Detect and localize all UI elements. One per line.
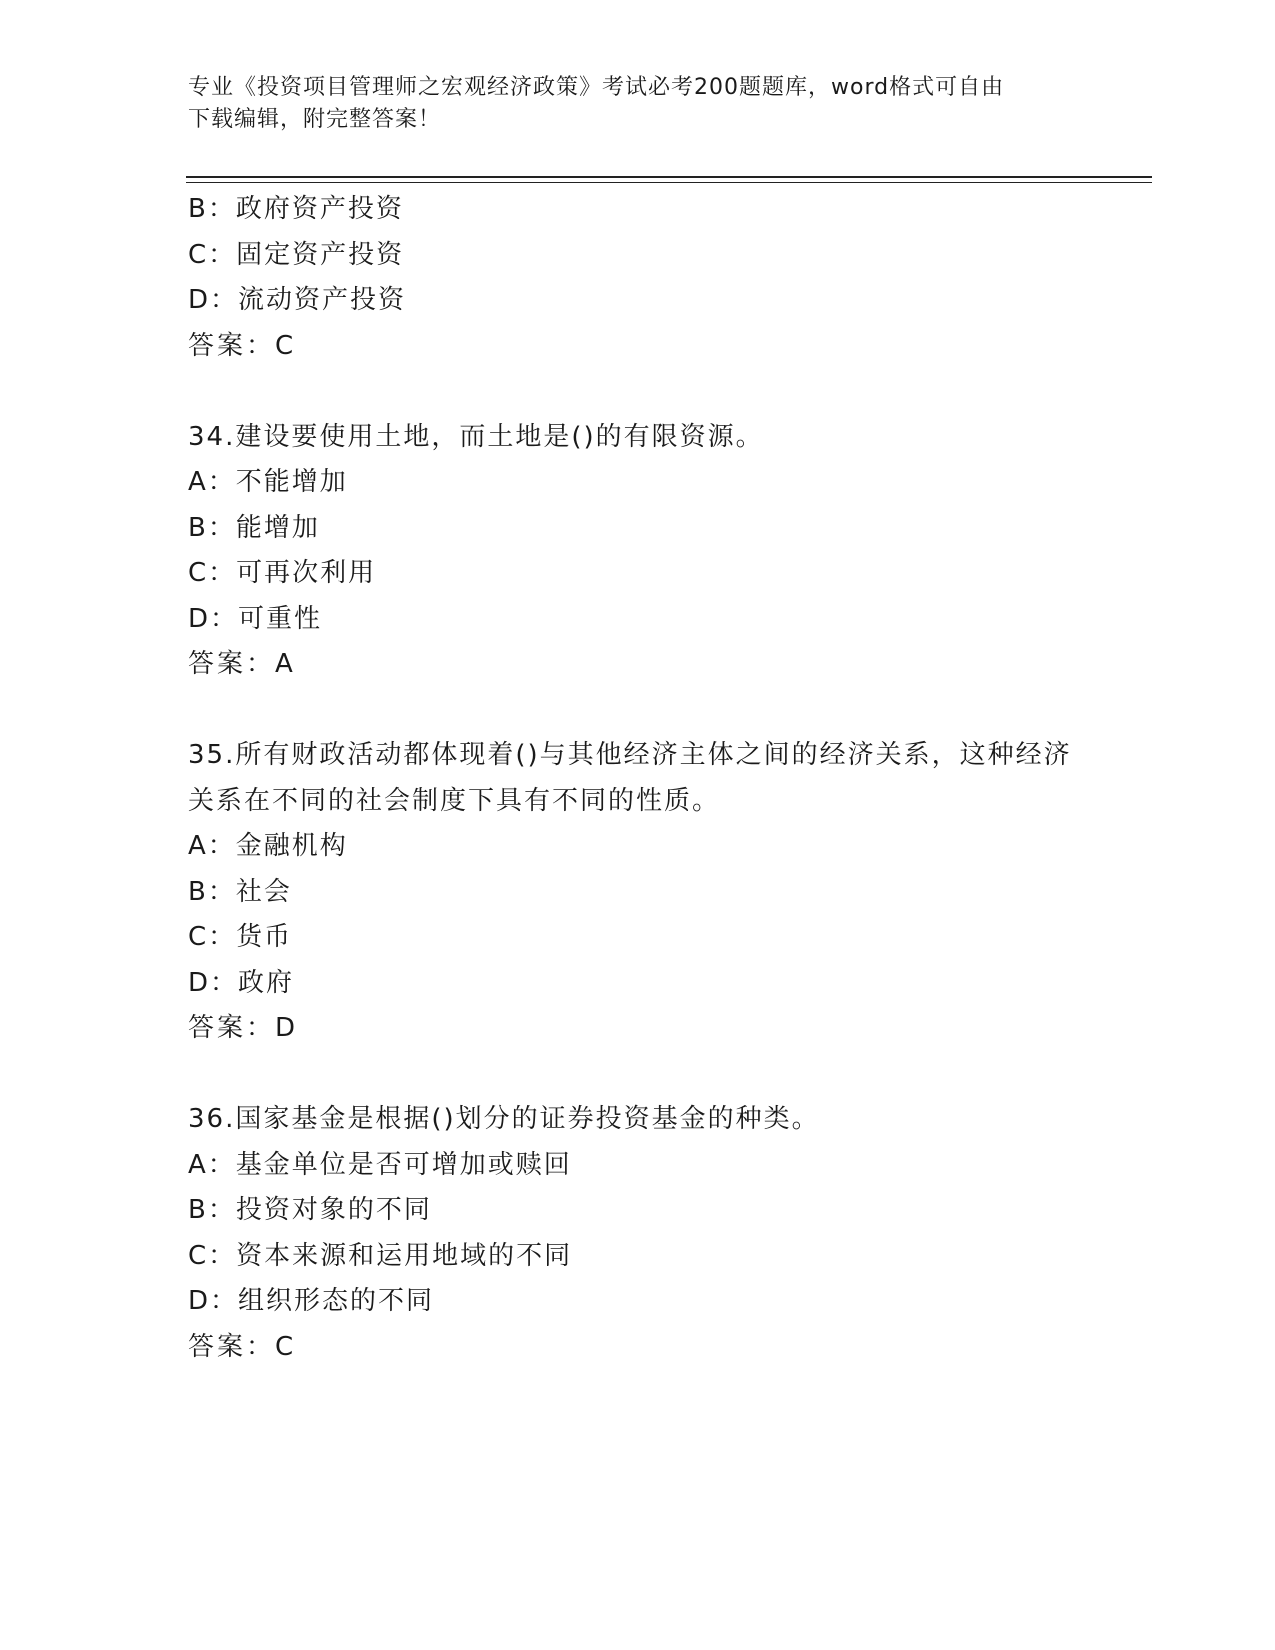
option-c xyxy=(188,915,1088,961)
question-spacer xyxy=(188,688,1088,734)
option-d xyxy=(188,961,1088,1007)
option-a xyxy=(188,1143,1088,1189)
option-a xyxy=(188,824,1088,870)
header-divider-thick xyxy=(186,176,1152,178)
option-d xyxy=(188,278,1088,324)
option-text: 可再次利用 xyxy=(236,558,377,588)
option-text: 货币 xyxy=(236,922,293,952)
option-c xyxy=(188,551,1088,597)
answer-line: 答案：C xyxy=(188,1331,297,1362)
question-spacer xyxy=(188,369,1088,415)
option-label: B： xyxy=(188,876,236,907)
option-label: C： xyxy=(188,1240,237,1271)
option-text: 基金单位是否可增加或赎回 xyxy=(235,1149,572,1180)
option-label: C： xyxy=(188,239,237,270)
option-label: A： xyxy=(188,1149,236,1180)
option-text: 资本来源和运用地域的不同 xyxy=(236,1240,573,1271)
option-label: D： xyxy=(188,1286,239,1316)
option-b xyxy=(188,506,1088,552)
question-stem: 34.建设要使用土地，而土地是()的有限资源。 xyxy=(188,421,764,452)
option-d xyxy=(188,597,1088,643)
option-label: A： xyxy=(188,467,236,497)
answer-line: 答案：C xyxy=(188,330,297,361)
question-block-36 xyxy=(188,1097,1088,1370)
question-stem: 35.所有财政活动都体现着()与其他经济主体之间的经济关系，这种经济关系在不同的社会制度下具有不同的性质。 xyxy=(188,740,1072,816)
answer-line: 答案：A xyxy=(188,649,296,679)
option-label: D： xyxy=(188,603,239,634)
option-d xyxy=(188,1279,1088,1325)
option-label: B： xyxy=(188,194,236,224)
option-text: 固定资产投资 xyxy=(236,239,405,270)
option-text: 投资对象的不同 xyxy=(235,1195,432,1225)
answer-line: 答案：D xyxy=(188,1013,299,1043)
question-block-34 xyxy=(188,415,1088,688)
question-block-35 xyxy=(188,733,1088,1052)
option-b xyxy=(188,187,1088,233)
option-c xyxy=(188,233,1088,279)
option-text: 社会 xyxy=(235,876,292,907)
option-label: C： xyxy=(188,558,237,588)
option-text: 流动资产投资 xyxy=(238,285,407,315)
option-text: 政府资产投资 xyxy=(235,194,404,224)
option-b xyxy=(188,1188,1088,1234)
option-b xyxy=(188,870,1088,916)
question-block-33-partial xyxy=(188,187,1088,369)
option-text: 能增加 xyxy=(235,512,320,543)
header-divider-thin xyxy=(186,182,1152,183)
option-text: 组织形态的不同 xyxy=(238,1286,435,1316)
question-list xyxy=(188,187,1088,1370)
option-text: 可重性 xyxy=(238,603,323,634)
question-spacer xyxy=(188,1052,1088,1098)
option-text: 政府 xyxy=(238,967,295,998)
option-c xyxy=(188,1234,1088,1280)
question-stem: 36.国家基金是根据()划分的证券投资基金的种类。 xyxy=(188,1104,820,1134)
option-label: C： xyxy=(188,922,237,952)
option-label: A： xyxy=(188,831,236,861)
document-header-title: 专业《投资项目管理师之宏观经济政策》考试必考200题题库，word格式可自由 下载编辑，附完整答案！ xyxy=(188,75,1005,132)
option-label: D： xyxy=(188,285,239,315)
option-label: B： xyxy=(188,1195,236,1225)
option-label: D： xyxy=(188,967,239,998)
option-text: 金融机构 xyxy=(235,831,348,861)
option-label: B： xyxy=(188,512,236,543)
option-text: 不能增加 xyxy=(235,467,348,497)
option-a xyxy=(188,460,1088,506)
